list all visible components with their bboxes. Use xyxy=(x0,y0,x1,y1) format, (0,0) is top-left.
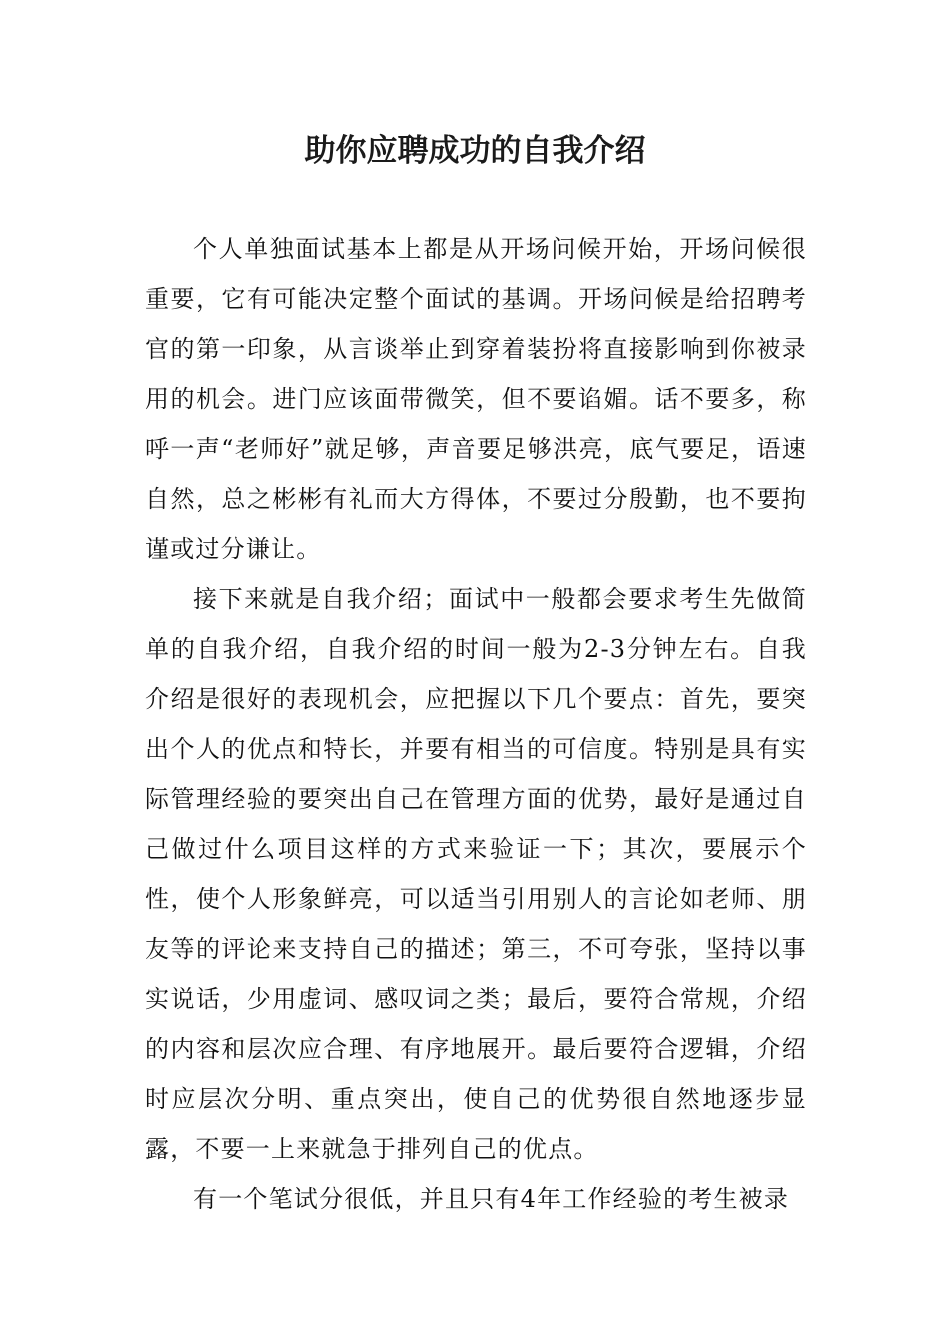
document-body xyxy=(145,224,807,1224)
paragraph-self-introduction: 接下来就是自我介绍；面试中一般都会要求考生先做简单的自我介绍，自我介绍的时间一般为2-3分钟左右。自我介绍是很好的表现机会，应把握以下几个要点：首先，要突出个人的优点和特长，并要有相当的可信度。特别是具有实际管理经验的要突出自己在管理方面的优势，最好是通过自己做过什么项目这样的方式来验证一下；其次，要展示个性，使个人形象鲜亮，可以适当引用别人的言论如老师、朋友等的评论来支持自己的描述；第三，不可夸张，坚持以事实说话，少用虚词、感叹词之类；最后，要符合常规，介绍的内容和层次应合理、有序地展开。最后要符合逻辑，介绍时应层次分明、重点突出，使自己的优势很自然地逐步显露，不要一上来就急于排列自己的优点。 xyxy=(145,585,807,1163)
paragraph-example-candidate: 有一个笔试分很低，并且只有4年工作经验的考生被录 xyxy=(193,1185,790,1213)
document-title: 助你应聘成功的自我介绍 xyxy=(304,133,646,169)
paragraph-opening-greeting: 个人单独面试基本上都是从开场问候开始，开场问候很重要，它有可能决定整个面试的基调。开场问候是给招聘考官的第一印象，从言谈举止到穿着装扮将直接影响到你被录用的机会。进门应该面带微笑，但不要谄媚。话不要多，称呼一声“老师好”就足够，声音要足够洪亮，底气要足，语速自然，总之彬彬有礼而大方得体，不要过分殷勤，也不要拘谨或过分谦让。 xyxy=(145,235,807,563)
